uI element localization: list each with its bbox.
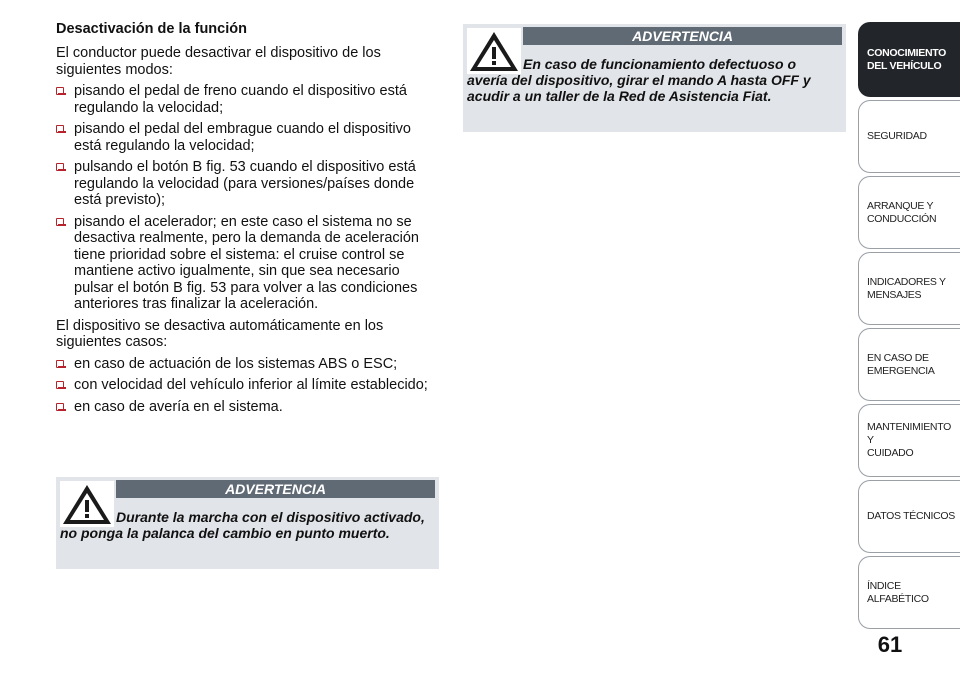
intro-paragraph: El conductor puede desactivar el dispositivo de los siguientes modos: [56,45,381,78]
list-item: pisando el pedal de freno cuando el dispositivo está regulando la velocidad; [56,83,440,116]
tab-mantenimiento-y-cuidado[interactable]: MANTENIMIENTO Y CUIDADO [858,404,960,477]
checkbox-bullet-icon [56,381,64,389]
warning-box-malfunction [463,24,846,132]
tab-conocimiento-del-vehiculo[interactable]: CONOCIMIENTO DEL VEHÍCULO [858,22,960,97]
list-item: con velocidad del vehículo inferior al límite establecido; [56,377,440,394]
main-text-column [56,20,440,420]
chapter-tabs [858,22,960,632]
checkbox-bullet-icon [56,125,64,133]
auto-cases-list [56,356,440,416]
tab-arranque-y-conduccion[interactable]: ARRANQUE Y CONDUCCIÓN [858,176,960,249]
warning-header: ADVERTENCIA [116,480,435,498]
page-number: 61 [877,632,903,657]
tab-indice-alfabetico[interactable]: ÍNDICE ALFABÉTICO [858,556,960,629]
list-item: en caso de avería en el sistema. [56,399,440,416]
warning-header: ADVERTENCIA [523,27,842,45]
tab-datos-tecnicos[interactable]: DATOS TÉCNICOS [858,480,960,553]
list-item: en caso de actuación de los sistemas ABS o ESC; [56,356,440,373]
deactivation-modes-list [56,83,440,313]
auto-deactivation-paragraph: El dispositivo se desactiva automáticamente en los siguientes casos: [56,317,384,350]
checkbox-bullet-icon [56,360,64,368]
warning-box-neutral [56,477,439,569]
tab-en-caso-de-emergencia[interactable]: EN CASO DE EMERGENCIA [858,328,960,401]
list-item: pulsando el botón B fig. 53 cuando el dispositivo está regulando la velocidad (para versiones/países donde está previsto); [56,159,440,209]
list-item: pisando el acelerador; en este caso el sistema no se desactiva realmente, pero la demanda de aceleración tiene prioridad sobre el sistema: el cruise control se mantiene activo igualmente, sin que sea necesario pulsar el botón B fig. 53 para volver a las condiciones anteriores tras finalizar la aceleración. [56,214,440,313]
checkbox-bullet-icon [56,163,64,171]
tab-seguridad[interactable]: SEGURIDAD [858,100,960,173]
checkbox-bullet-icon [56,218,64,226]
checkbox-bullet-icon [56,87,64,95]
tab-indicadores-y-mensajes[interactable]: INDICADORES Y MENSAJES [858,252,960,325]
section-title: Desactivación de la función [56,21,247,37]
warning-text: En caso de funcionamiento defectuoso o avería del dispositivo, girar el mando A hasta OFF y acudir a un taller de la Red de Asistencia Fiat. [467,56,811,104]
warning-text: Durante la marcha con el dispositivo activado, no ponga la palanca del cambio en punto muerto. [60,509,425,541]
list-item: pisando el pedal del embrague cuando el dispositivo está regulando la velocidad; [56,121,440,154]
checkbox-bullet-icon [56,403,64,411]
